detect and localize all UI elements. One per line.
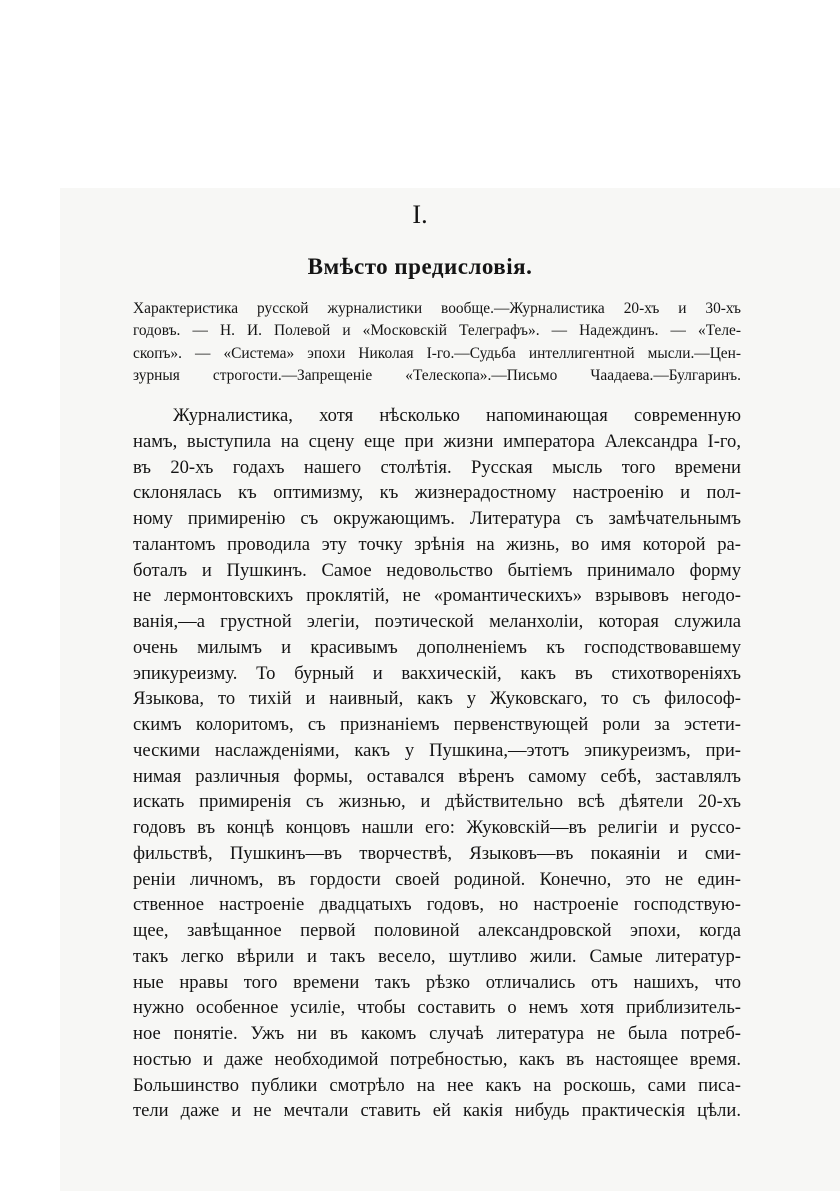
body-line: Языкова, то тихій и наивный, какъ у Жуковскаго, то съ философ- [133, 688, 741, 710]
body-line: фильствѣ, Пушкинъ—въ творчествѣ, Языковъ—въ покаяніи и сми- [133, 842, 741, 864]
body-line: ному примиренію съ окружающимъ. Литература съ замѣчательнымъ [133, 508, 741, 529]
body-line: нужно особенное усиліе, чтобы составить о немъ хотя приблизитель- [133, 997, 741, 1019]
body-line: ные нравы того времени такъ рѣзко отличались отъ нашихъ, что [133, 971, 741, 993]
body-line: искать примиренія съ жизнью, и дѣйствительно всѣ дѣятели 20-хъ [133, 791, 741, 813]
body-line: склонялась къ оптимизму, къ жизнерадостному настроенію и пол- [133, 482, 741, 504]
body-line: годовъ въ концѣ концовъ нашли его: Жуковскій—въ религіи и руссо- [133, 817, 741, 838]
chapter-number: I. [412, 200, 428, 229]
body-line: ное понятіе. Ужъ ни въ какомъ случаѣ литература не была потреб- [133, 1023, 741, 1044]
body-text [133, 403, 741, 1124]
summary-line: зурныя строгости.—Запрещеніе «Телескопа».—Письмо Чаадаева.—Булгаринъ. [133, 366, 741, 384]
body-line: талантомъ проводила эту точку зрѣнія на жизнь, во имя которой ра- [133, 533, 741, 555]
body-line: боталъ и Пушкинъ. Самое недовольство бытіемъ принимало форму [133, 559, 741, 581]
body-line: Большинство публики смотрѣло на нее какъ на роскошь, сами писа- [133, 1074, 741, 1096]
body-line: такъ легко вѣрили и такъ весело, шутливо жили. Самые литератур- [133, 945, 741, 967]
body-line: щее, завѣщанное первой половиной александровской эпохи, когда [133, 920, 741, 941]
body-line: въ 20-хъ годахъ нашего столѣтія. Русская мысль того времени [133, 456, 741, 478]
summary-line: годовъ. — Н. И. Полевой и «Московскій Телеграфъ». — Надеждинъ. — «Теле- [133, 322, 741, 340]
body-line: тели даже и не мечтали ставить ей какія нибудь практическія цѣли. [133, 1100, 741, 1122]
body-line: очень милымъ и красивымъ дополненіемъ къ господствовавшему [133, 636, 741, 658]
chapter-title: Вмѣсто предисловія. [307, 254, 533, 279]
body-line: ностью и даже необходимой потребностью, какъ въ настоящее время. [133, 1048, 741, 1070]
body-line: нимая различныя формы, оставался вѣренъ самому себѣ, заставлялъ [133, 765, 741, 787]
body-line: не лермонтовскихъ проклятій, не «романтическихъ» взрывовъ негодо- [133, 585, 741, 607]
chapter-summary [133, 298, 741, 387]
body-line: ванія,—а грустной элегіи, поэтической меланхоліи, которая служила [133, 611, 741, 632]
body-line: Журналистика, хотя нѣсколько напоминающая современную [173, 405, 741, 426]
body-line: намъ, выступила на сцену еще при жизни императора Александра I-го, [133, 430, 741, 452]
body-line: эпикуреизму. То бурный и вакхическій, какъ въ стихотвореніяхъ [133, 662, 741, 684]
summary-line: скопъ». — «Система» эпохи Николая I-го.—Судьба интеллигентной мысли.—Цен- [133, 344, 741, 362]
body-line: ственное настроеніе двадцатыхъ годовъ, но настроеніе господствую- [133, 894, 741, 916]
body-line: ческими наслажденіями, какъ у Пушкина,—этотъ эпикуреизмъ, при- [133, 739, 741, 761]
body-line: скимъ колоритомъ, съ признаніемъ первенствующей роли за эстети- [133, 714, 741, 735]
summary-line: Характеристика русской журналистики вообще.—Журналистика 20-хъ и 30-хъ [133, 300, 741, 317]
body-line: реніи личномъ, въ гордости своей родиной. Конечно, это не един- [133, 868, 741, 890]
